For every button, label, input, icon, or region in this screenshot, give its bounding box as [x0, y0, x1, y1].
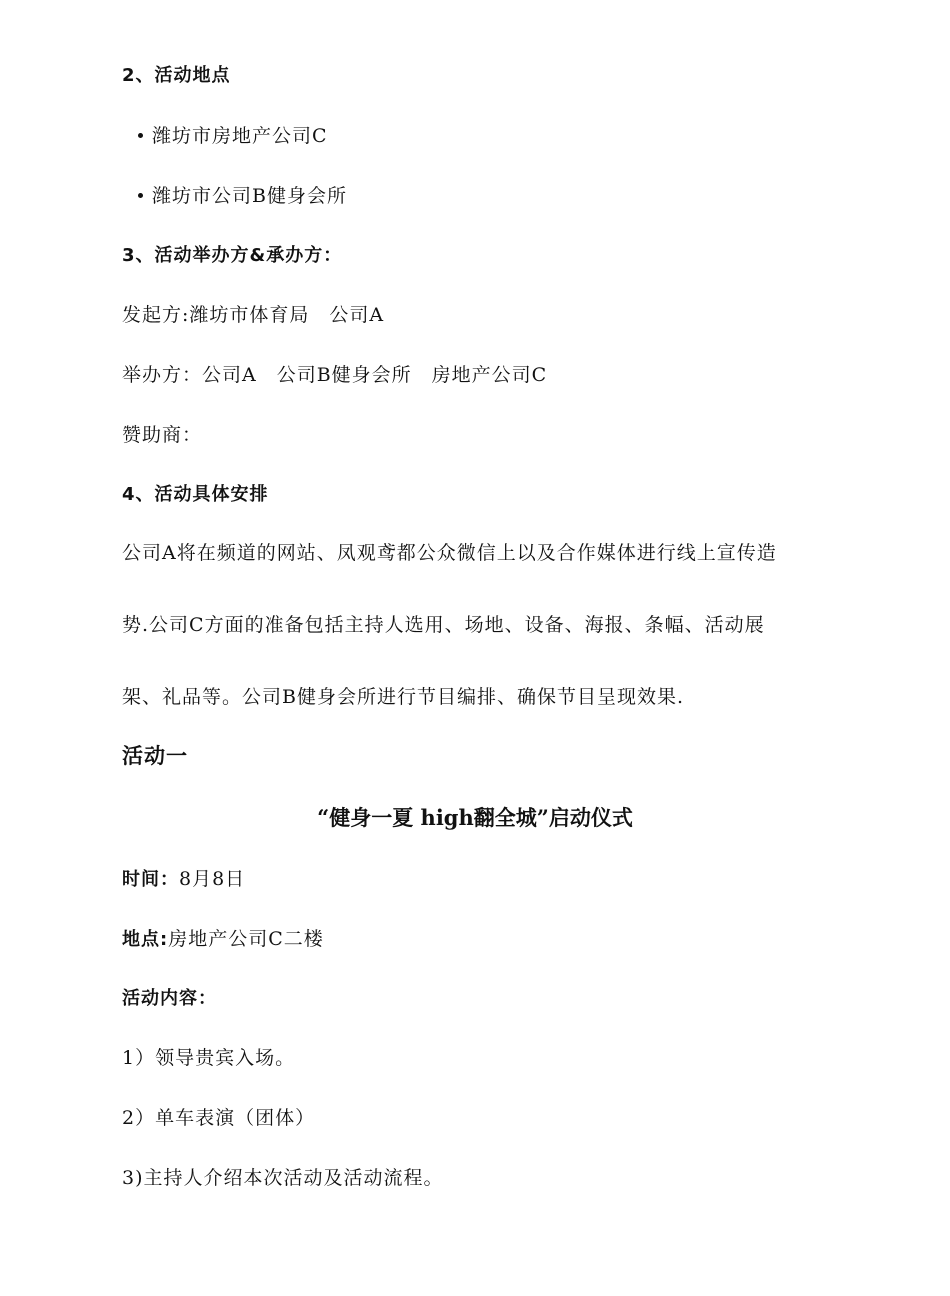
paragraph-line: 公司A将在频道的网站、凤观鸢都公众微信上以及合作媒体进行线上宣传造	[122, 542, 777, 564]
sponsor-line: 赞助商：	[122, 424, 203, 446]
content-item-2: 2）单车表演（团体）	[122, 1107, 316, 1129]
content-label: 活动内容：	[122, 988, 217, 1009]
location-text: 潍坊市公司B健身会所	[152, 185, 347, 207]
initiator-line: 发起方:潍坊市体育局 公司A	[122, 304, 385, 326]
place-label: 地点:	[122, 929, 169, 950]
location-bullet-1	[138, 124, 328, 148]
arrangement-paragraph	[122, 517, 832, 733]
time-label: 时间：	[122, 869, 179, 890]
place-value: 房地产公司C二楼	[168, 928, 324, 950]
activity-1-heading: 活动一	[122, 744, 188, 768]
paragraph-line: 架、礼品等。公司B健身会所进行节目编排、确保节目呈现效果.	[122, 686, 685, 708]
bullet-icon	[138, 193, 143, 198]
location-text: 潍坊市房地产公司C	[152, 125, 328, 147]
section-4-heading: 4、活动具体安排	[122, 484, 269, 505]
time-value: 8月8日	[179, 868, 246, 890]
activity-1-title: “健身一夏 high翻全城”启动仪式	[317, 805, 633, 830]
place-line	[122, 927, 324, 952]
time-line	[122, 867, 245, 892]
bullet-icon	[138, 133, 143, 138]
content-item-1: 1）领导贵宾入场。	[122, 1047, 296, 1069]
content-item-3: 3)主持人介绍本次活动及活动流程。	[122, 1167, 444, 1189]
section-3-heading: 3、活动举办方&承办方：	[122, 245, 343, 266]
paragraph-line: 势.公司C方面的准备包括主持人选用、场地、设备、海报、条幅、活动展	[122, 614, 765, 636]
organizer-line: 举办方：公司A 公司B健身会所 房地产公司C	[122, 364, 548, 386]
location-bullet-2	[138, 184, 347, 208]
section-2-heading: 2、活动地点	[122, 65, 231, 86]
